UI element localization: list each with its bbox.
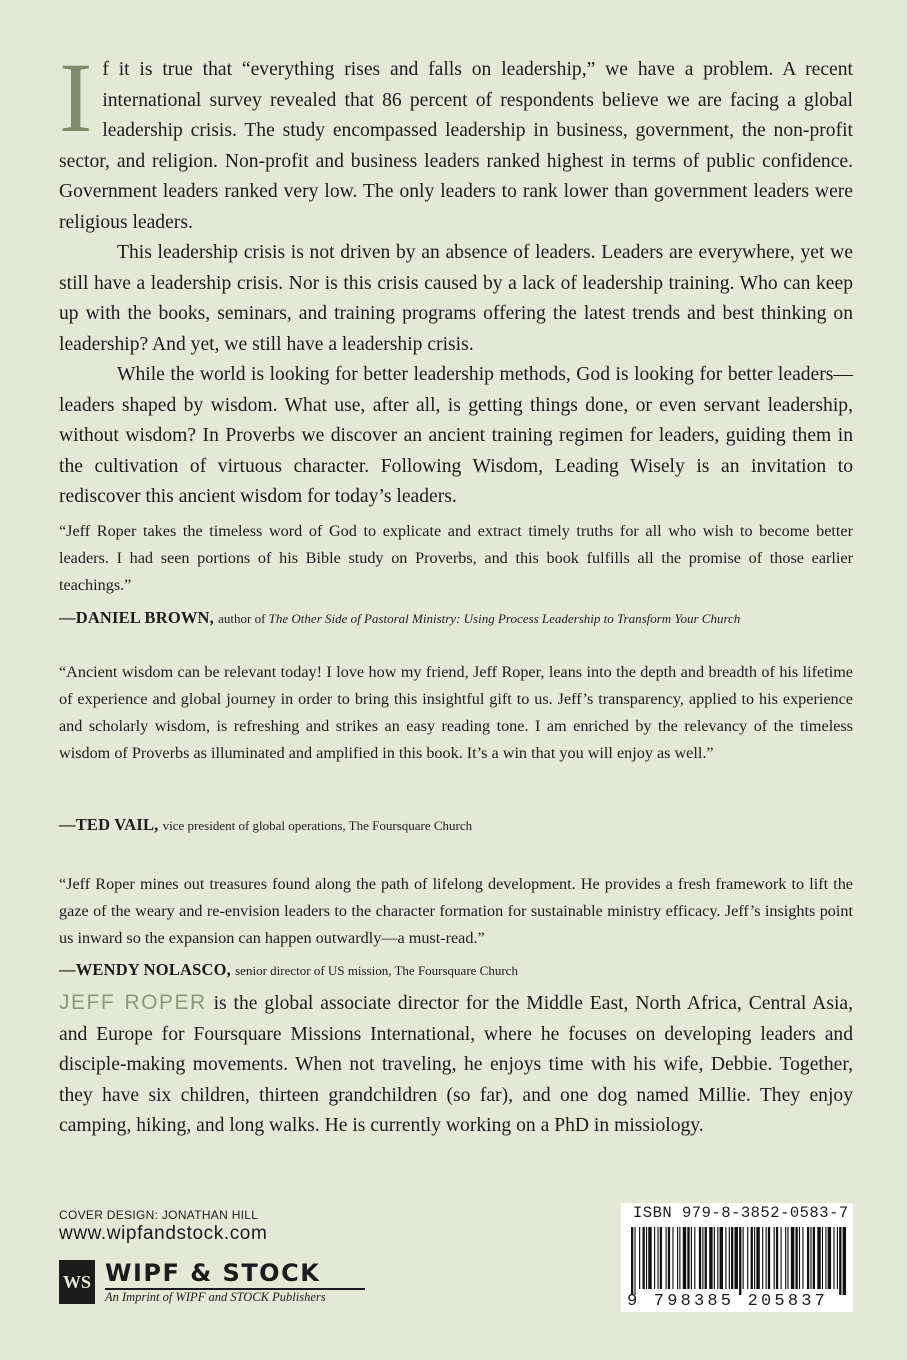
barcode-bar [839,1227,841,1295]
description-paragraph-1: f it is true that “everything rises and falls on leadership,” we have a problem. A recent international survey revealed that 86 percent of respondents believe we are facing a global leadership crisis. The study encompassed leadership in business, government, the non-profit sector, and religion. Non-profit and business leaders ranked highest in terms of public confidence. Government leaders ranked very low. The only leaders to rank lower than government leaders were religious leaders. [59,59,853,233]
barcode-bar [843,1227,846,1295]
description-paragraph-2: This leadership crisis is not driven by an absence of leaders. Leaders are everywhere, yet we still have a leadership crisis. Nor is this crisis caused by a lack of leadership training. Who can keep up with the books, seminars, and training programs offering the latest trends and best thinking on leadership? And yet, we still have a leadership crisis. [59,242,853,355]
barcode-bar [714,1227,715,1289]
barcode-bar [683,1227,686,1289]
barcode-bar [743,1227,744,1289]
description-paragraph-3: While the world is looking for better leadership methods, God is looking for better leaders—leaders shaped by wisdom. What use, after all, is getting things done, or even servant leadership, without wisdom? In Proverbs we discover an ancient training regimen for leaders, guiding them in the cultivation of virtuous character. Following Wisdom, Leading Wisely is an invitation to rediscover this ancient wisdom for today’s leaders. [59,364,853,507]
barcode-bar [817,1227,820,1289]
barcode-bar [660,1227,662,1289]
barcode-bar [762,1227,763,1289]
barcode-bar [729,1227,730,1289]
barcode-bar [709,1227,712,1289]
isbn-number: ISBN 979-8-3852-0583-7 [633,1204,849,1222]
barcode-bar [810,1227,811,1289]
ws-logo-icon: WS [59,1260,95,1304]
barcode-bar [739,1227,741,1295]
endorsement-attribution-1 [59,607,740,630]
barcode-bar [679,1227,680,1289]
barcode-bar [657,1227,658,1289]
book-title: The Other Side of Pastoral Ministry: Using Process Leadership to Transform Your Church [268,611,741,626]
barcode-bar [725,1227,726,1289]
barcode-bar [756,1227,759,1289]
barcode-bar [720,1227,723,1289]
barcode-bar [735,1227,738,1289]
barcode-bar [643,1227,645,1289]
barcode-bar [833,1227,834,1289]
barcode-bar [781,1227,782,1289]
drop-cap: I [59,42,93,153]
barcode-bar [802,1227,803,1289]
barcode-bar [751,1227,753,1289]
barcode-bar [837,1227,838,1289]
barcode-bar [776,1227,778,1289]
barcode-bar [822,1227,823,1289]
barcode-bar [799,1227,800,1289]
barcode-bar [639,1227,640,1289]
barcode-bar [766,1227,767,1289]
barcode-bar [666,1227,667,1289]
barcode-bar [631,1227,633,1295]
publisher-website[interactable]: www.wipfandstock.com [59,1223,268,1244]
barcode-bar [795,1227,797,1289]
description-block [59,42,853,513]
barcode-bar [785,1227,786,1289]
barcode-bar [677,1227,678,1289]
endorsement-attribution-2 [59,814,472,837]
endorser-name-2: —TED VAIL, [59,815,159,834]
barcode-bar [702,1227,703,1289]
barcode-digits: 9 798385 205837 [627,1292,829,1311]
barcode-bar [747,1227,748,1289]
endorsement-attribution-3 [59,959,518,982]
endorser-role-3: senior director of US mission, The Foursquare Church [235,963,518,978]
isbn-barcode [621,1203,853,1312]
barcode-bar [668,1227,670,1289]
barcode-bar [731,1227,733,1289]
barcode-bar [768,1227,770,1289]
endorsement-quote-1: “Jeff Roper takes the timeless word of God to explicate and extract timely truths for all who wish to become better leaders. I had seen portions of his Bible study on Proverbs, and this book fulfills all the promise of those earlier teachings.” [59,522,853,594]
barcode-bar [774,1227,775,1289]
barcode-bar [687,1227,689,1289]
endorsement-quote-3: “Jeff Roper mines out treasures found along the path of lifelong development. He provides a fresh framework to lift the gaze of the weary and re-envision leaders to the character formation for sustainable ministry efficacy. Jeff’s insights point us inward so the expansion can happen outwardly—a must-read.” [59,875,853,947]
barcode-bar [787,1227,788,1289]
barcode-bar [654,1227,655,1289]
cover-design-credit: COVER DESIGN: JONATHAN HILL [59,1208,259,1222]
barcode-bar [717,1227,718,1289]
barcode-bar [807,1227,809,1289]
barcode-bar [634,1227,635,1295]
author-bio [59,988,853,1142]
barcode-bar [694,1227,695,1289]
barcode-bar [754,1227,755,1289]
barcode-bar [699,1227,701,1289]
endorser-role-1 [218,611,740,626]
barcode-bar [691,1227,692,1289]
barcode-bar [813,1227,815,1289]
publisher-logo [59,1258,379,1308]
endorser-role-prefix-1: author of [218,611,269,626]
barcode-bar [825,1227,826,1289]
barcode-bar [791,1227,794,1289]
barcode-bar [648,1227,651,1289]
barcode-bar [705,1227,707,1289]
endorsement-quote-2: “Ancient wisdom can be relevant today! I love how my friend, Jeff Roper, leans into the depth and breadth of his lifetime of experience and global journey in order to bring this insightful gift to us. Jeff’s transparency, applied to his experience and scholarly wisdom, is refreshing and strikes an easy reading tone. I am enriched by the relevancy of the timeless wisdom of Proverbs as illuminated and amplified in this book. It’s a win that you will enjoy as well.” [59,663,853,762]
endorser-role-2: vice president of global operations, The Foursquare Church [162,818,473,833]
barcode-bar [828,1227,831,1289]
endorser-name-3: —WENDY NOLASCO, [59,960,231,979]
barcode-bar [672,1227,673,1289]
endorser-name-1: —DANIEL BROWN, [59,608,214,627]
author-bio-text: is the global associate director for the Middle East, North Africa, Central Asia, and Europe for Foursquare Missions International, where he focuses on developing leaders and disciple-making movements. When not traveling, he enjoys time with his wife, Debbie. Together, they have six children, thirteen grandchildren (so far), and one dog named Millie. They enjoy camping, hiking, and long walks. He is currently working on a PhD in missiology. [59,993,853,1136]
author-name: JEFF ROPER [59,991,207,1014]
publisher-name: WIPF & STOCK [105,1259,321,1287]
barcode-bar [646,1227,647,1289]
publisher-imprint: An Imprint of WIPF and STOCK Publishers [105,1290,326,1304]
